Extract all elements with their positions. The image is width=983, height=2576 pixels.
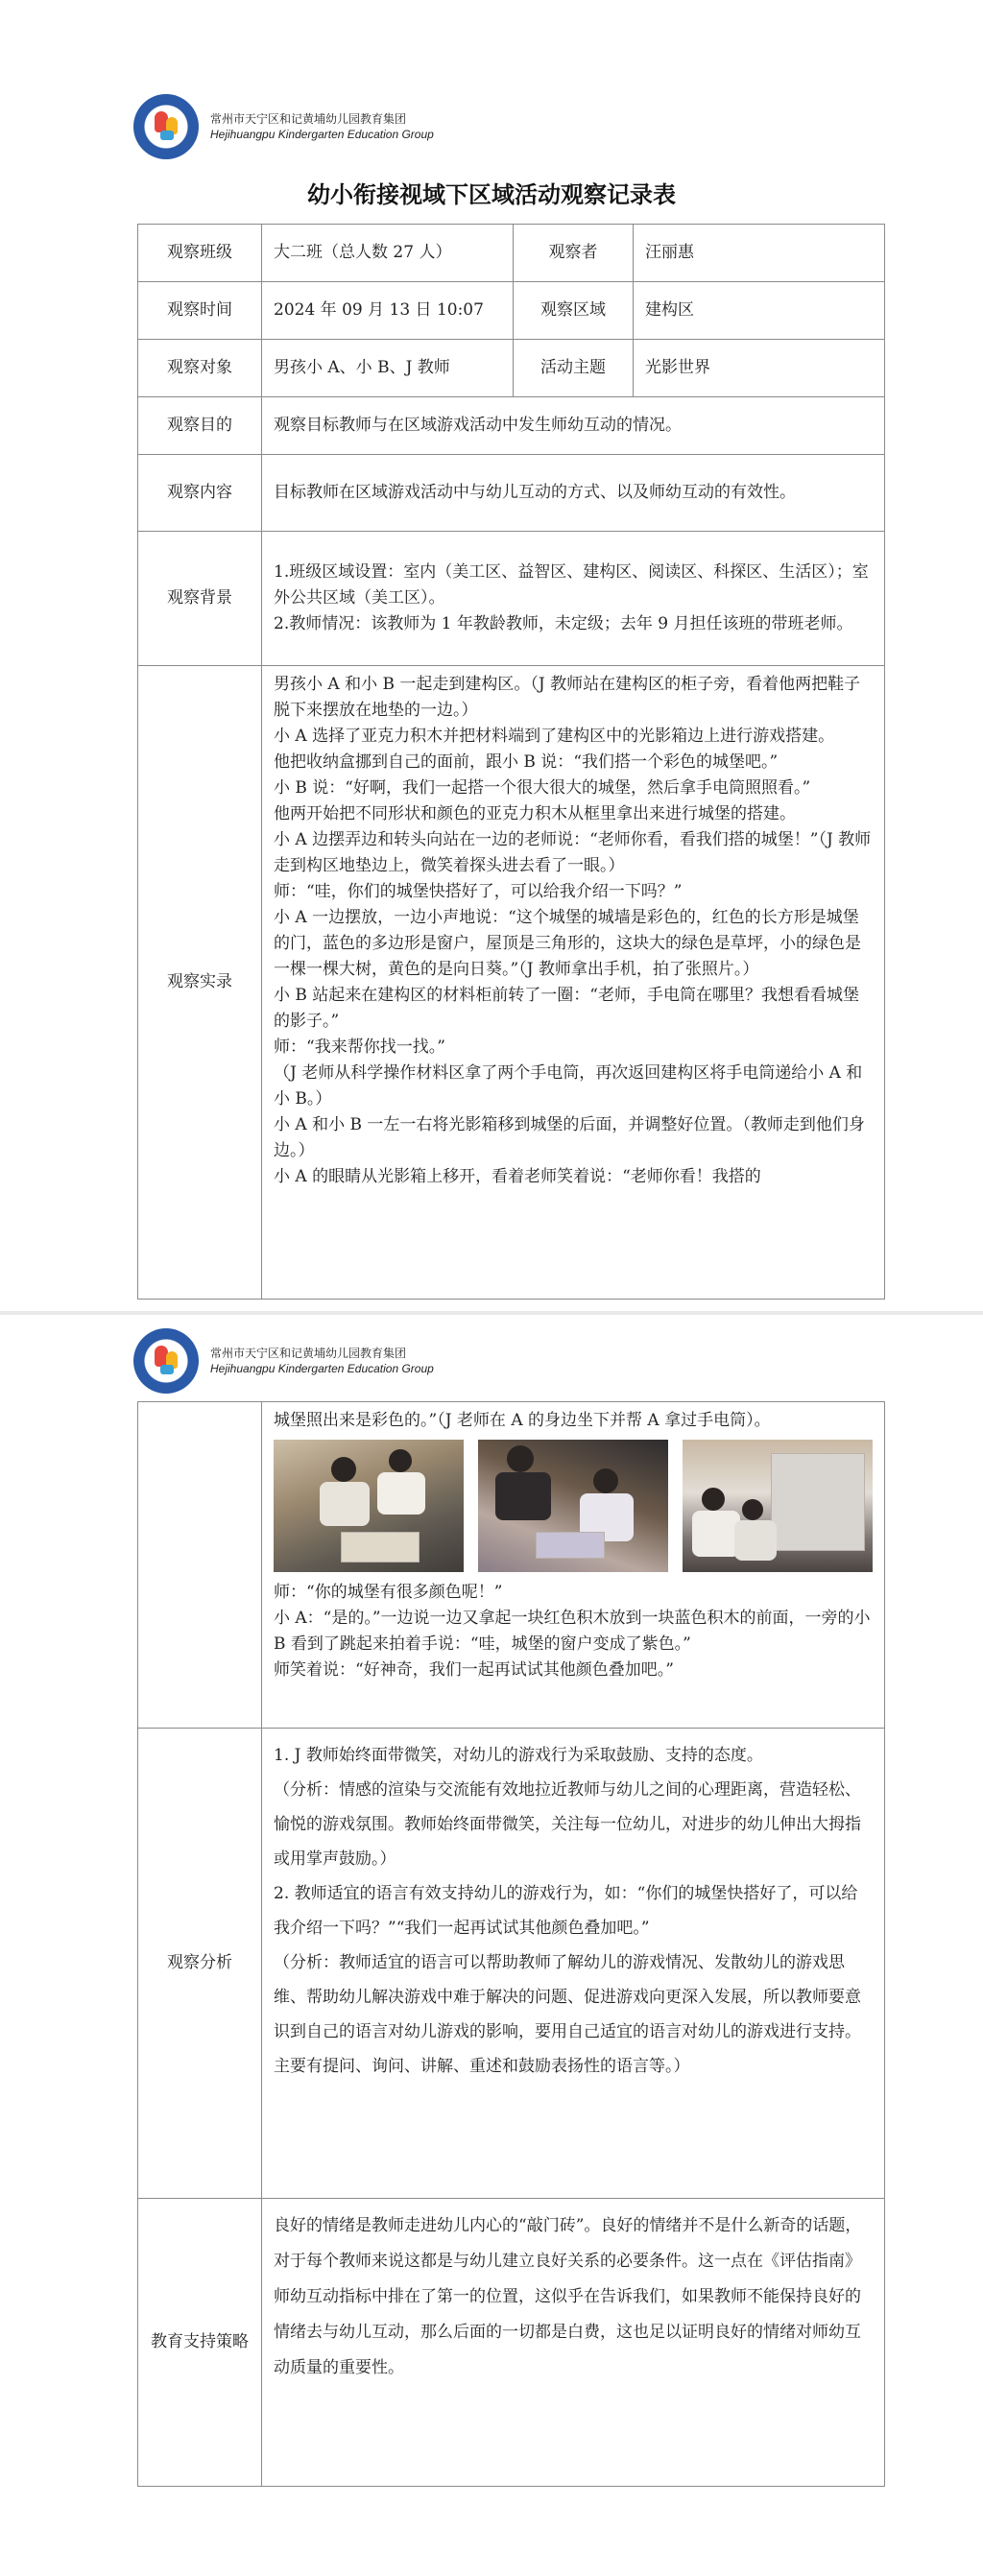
background-value — [262, 532, 885, 666]
record-paragraph: 他两开始把不同形状和颜色的亚克力积木从框里拿出来进行城堡的搭建。 — [274, 804, 796, 823]
page-header — [133, 88, 434, 165]
target-value: 男孩小 A、小 B、J 教师 — [262, 340, 514, 397]
table-row — [138, 666, 885, 1300]
time-value: 2024 年 09 月 13 日 10:07 — [262, 282, 514, 340]
activity-photo — [478, 1440, 668, 1572]
class-label: 观察班级 — [138, 225, 262, 282]
record-paragraph: 男孩小 A 和小 B 一起走到建构区。（J 教师站在建构区的柜子旁，看着他两把鞋子脱下来摆放在地垫的一边。） — [274, 675, 861, 720]
education-value — [262, 2199, 885, 2487]
table-row — [138, 1729, 885, 2199]
org-name-cn: 常州市天宁区和记黄埔幼儿园教育集团 — [210, 111, 407, 126]
table-row — [138, 282, 885, 340]
education-label: 教育支持策略 — [138, 2199, 262, 2487]
target-label: 观察对象 — [138, 340, 262, 397]
record-paragraph: 小 A：“是的。”一边说一边又拿起一块红色积木放到一块蓝色积木的前面，一旁的小 B 看到了跳起来拍着手说：“哇，城堡的窗户变成了紫色。” — [274, 1609, 871, 1654]
observation-table-continued — [137, 1401, 885, 2487]
org-name — [210, 111, 434, 142]
background-line: 2.教师情况：该教师为 1 年教龄教师，未定级；去年 9 月担任该班的带班老师。 — [274, 614, 853, 633]
observation-table — [137, 224, 885, 1300]
analysis-paragraph: 2. 教师适宜的语言有效支持幼儿的游戏行为，如：“你们的城堡快搭好了，可以给我介绍一下吗？”“我们一起再试试其他颜色叠加吧。” — [274, 1884, 858, 1938]
record-paragraph: 师笑着说：“好神奇，我们一起再试试其他颜色叠加吧。” — [274, 1660, 674, 1680]
record-paragraph: 小 A 和小 B 一左一右将光影箱移到城堡的后面，并调整好位置。（教师走到他们身边。） — [274, 1115, 865, 1160]
record-paragraph: 师：“哇，你们的城堡快搭好了，可以给我介绍一下吗？” — [274, 882, 683, 901]
record-paragraph: 小 A 的眼睛从光影箱上移开，看着老师笑着说：“老师你看！我搭的 — [274, 1167, 761, 1186]
area-label: 观察区域 — [514, 282, 634, 340]
activity-photo — [683, 1440, 873, 1572]
kindergarten-logo-icon — [133, 94, 199, 159]
record-paragraph: 小 A 一边摆放，一边小声地说：“这个城堡的城墙是彩色的，红色的长方形是城堡的门，蓝色的多边形是窗户，屋顶是三角形的，这块大的绿色是草坪，小的绿色是一棵一棵大树，黄色的是向日葵。”（J 教师拿出手机，拍了张照片。） — [274, 908, 861, 979]
org-name-en: Hejihuangpu Kindergarten Education Group — [210, 128, 434, 141]
org-name — [210, 1346, 434, 1376]
content-value: 目标教师在区域游戏活动中与幼儿互动的方式、以及师幼互动的有效性。 — [262, 455, 885, 532]
observer-label: 观察者 — [514, 225, 634, 282]
purpose-value: 观察目标教师与在区域游戏活动中发生师幼互动的情况。 — [262, 397, 885, 455]
page-header — [133, 1323, 434, 1399]
page-title: 幼小衔接视域下区域活动观察记录表 — [307, 181, 676, 208]
education-paragraph: 良好的情绪是教师走进幼儿内心的“敲门砖”。良好的情绪并不是什么新奇的话题，对于每个教师来说这都是与幼儿建立良好关系的必要条件。这一点在《评估指南》师幼互动指标中排在了第一的位置，这似乎在告诉我们，如果教师不能保持良好的情绪去与幼儿互动，那么后面的一切都是白费，这也足以证明良好的情绪对师幼互动质量的重要性。 — [274, 2216, 862, 2377]
record-paragraph: 城堡照出来是彩色的。”（J 老师在 A 的身边坐下并帮 A 拿过手电筒）。 — [274, 1411, 771, 1430]
activity-photo — [274, 1440, 464, 1572]
area-value: 建构区 — [634, 282, 885, 340]
analysis-paragraph: （分析：情感的渲染与交流能有效地拉近教师与幼儿之间的心理距离，营造轻松、愉悦的游戏氛围。教师始终面带微笑，关注每一位幼儿，对进步的幼儿伸出大拇指或用掌声鼓励。） — [274, 1780, 861, 1869]
analysis-paragraph: 1. J 教师始终面带微笑，对幼儿的游戏行为采取鼓励、支持的态度。 — [274, 1746, 763, 1765]
record-paragraph: 小 A 边摆弄边和转头向站在一边的老师说：“老师你看，看我们搭的城堡！”（J 教师走到构区地垫边上，微笑着探头进去看了一眼。） — [274, 830, 872, 875]
table-row — [138, 340, 885, 397]
record-label: 观察实录 — [138, 666, 262, 1300]
theme-value: 光影世界 — [634, 340, 885, 397]
page-2 — [0, 1315, 983, 2576]
record-value — [262, 666, 885, 1300]
theme-label: 活动主题 — [514, 340, 634, 397]
record-continued — [262, 1402, 885, 1729]
observer-value: 汪丽惠 — [634, 225, 885, 282]
background-line: 1.班级区域设置：室内（美工区、益智区、建构区、阅读区、科探区、生活区）；室外公共区域（美工区）。 — [274, 562, 869, 608]
record-paragraph: 小 A 选择了亚克力积木并把材料端到了建构区中的光影箱边上进行游戏搭建。 — [274, 727, 835, 746]
record-paragraph: 小 B 站起来在建构区的材料柜前转了一圈：“老师，手电筒在哪里？我想看看城堡的影子。” — [274, 986, 859, 1031]
record-paragraph: 师：“你的城堡有很多颜色呢！” — [274, 1583, 503, 1602]
table-row — [138, 532, 885, 666]
record-label-empty — [138, 1402, 262, 1729]
record-paragraph: 他把收纳盒挪到自己的面前，跟小 B 说：“我们搭一个彩色的城堡吧。” — [274, 752, 779, 772]
table-row — [138, 397, 885, 455]
record-paragraph: （J 老师从科学操作材料区拿了两个手电筒，再次返回建构区将手电筒递给小 A 和小 B。） — [274, 1063, 863, 1109]
record-paragraph: 小 B 说：“好啊，我们一起搭一个很大很大的城堡，然后拿手电筒照照看。” — [274, 778, 811, 798]
time-label: 观察时间 — [138, 282, 262, 340]
org-name-cn: 常州市天宁区和记黄埔幼儿园教育集团 — [210, 1346, 407, 1360]
table-row — [138, 1402, 885, 1729]
class-value: 大二班（总人数 27 人） — [262, 225, 514, 282]
purpose-label: 观察目的 — [138, 397, 262, 455]
table-row — [138, 2199, 885, 2487]
table-row — [138, 225, 885, 282]
background-label: 观察背景 — [138, 532, 262, 666]
analysis-paragraph: （分析：教师适宜的语言可以帮助教师了解幼儿的游戏情况、发散幼儿的游戏思维、帮助幼儿解决游戏中难于解决的问题、促进游戏向更深入发展，所以教师要意识到自己的语言对幼儿游戏的影响，要用自己适宜的语言对幼儿的游戏进行支持。主要有提问、询问、讲解、重述和鼓励表扬性的语言等。） — [274, 1953, 861, 2076]
analysis-label: 观察分析 — [138, 1729, 262, 2199]
photo-strip — [274, 1440, 873, 1572]
table-row — [138, 455, 885, 532]
org-name-en: Hejihuangpu Kindergarten Education Group — [210, 1362, 434, 1375]
analysis-value — [262, 1729, 885, 2199]
content-label: 观察内容 — [138, 455, 262, 532]
kindergarten-logo-icon — [133, 1328, 199, 1394]
record-paragraph: 师：“我来帮你找一找。” — [274, 1038, 445, 1057]
